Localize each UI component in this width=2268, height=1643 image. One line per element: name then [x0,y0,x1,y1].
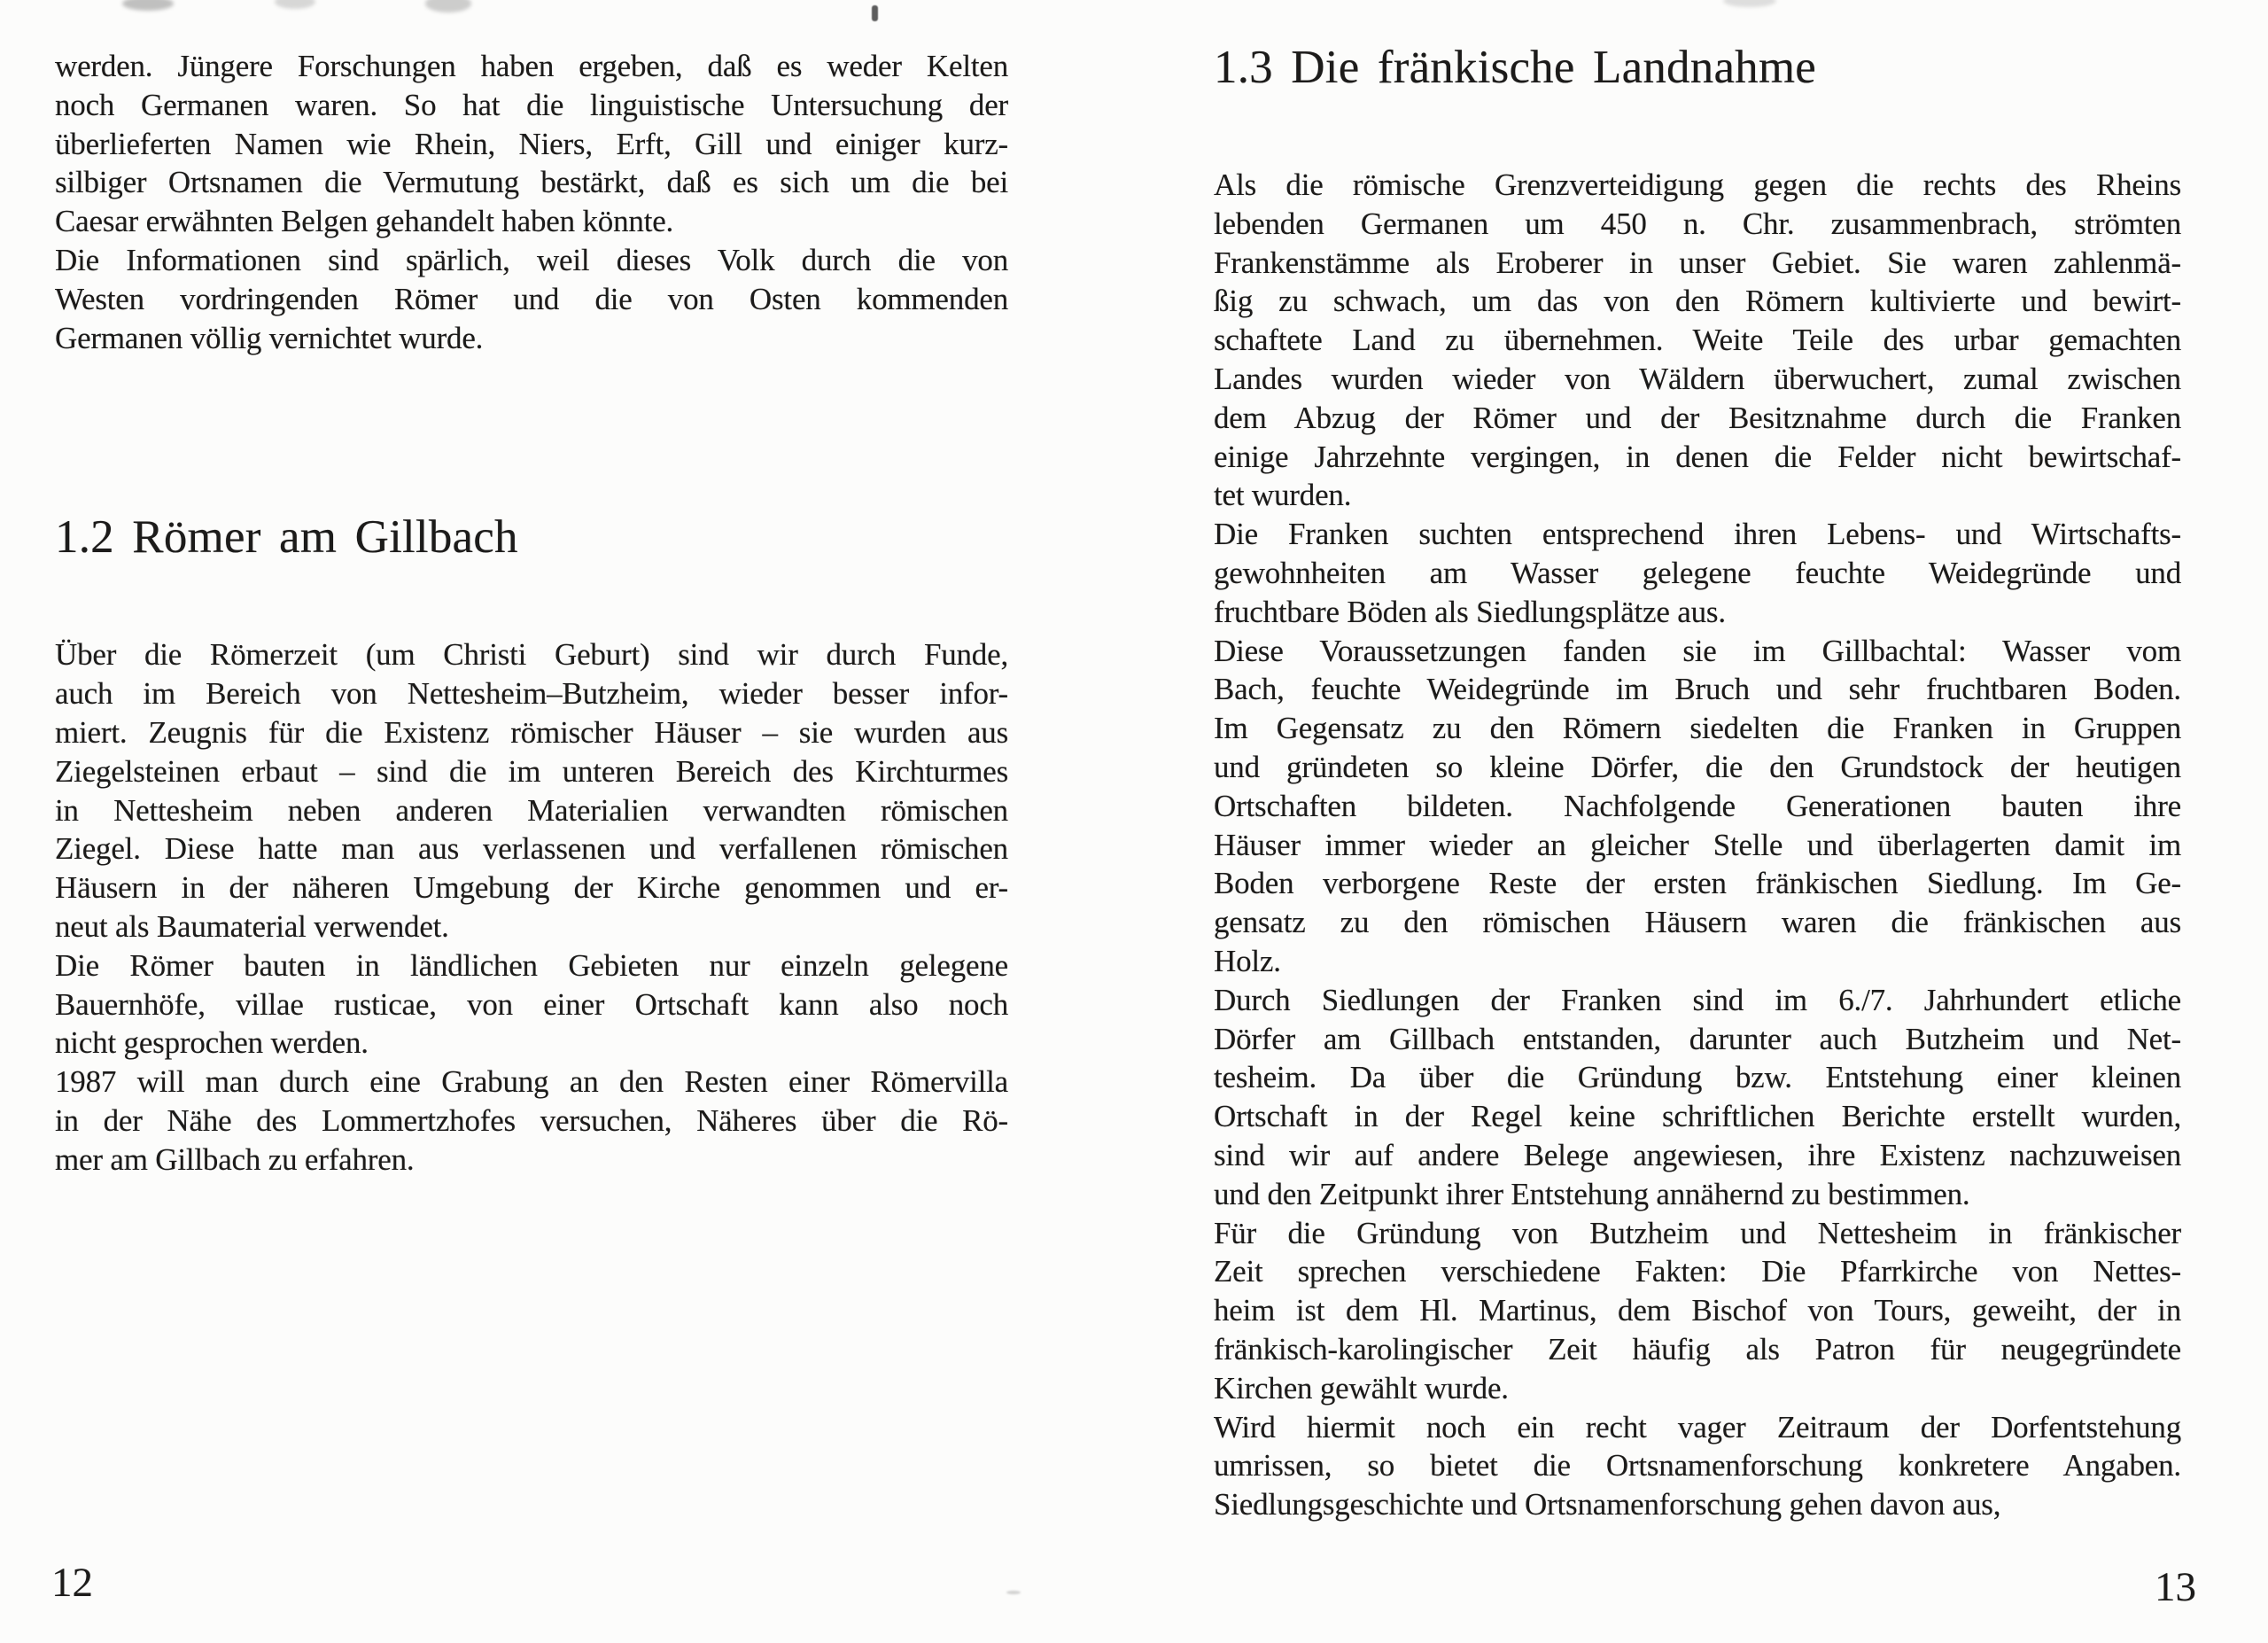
text-line: Westen vordringenden Römer und die von Osten kommenden [55,281,1008,316]
text-line: Kirchen gewählt wurde. [1214,1370,1509,1406]
right-page-text-column [1214,42,2181,1524]
section-heading: 1.2 Römer am Gillbach [55,511,518,564]
text-line: Wird hiermit noch ein recht vager Zeitraum der Dorfentstehung [1214,1409,2181,1444]
paragraph [1214,632,2181,981]
text-line: schaftete Land zu übernehmen. Weite Teile des urbar gemachten [1214,323,2181,358]
text-line: nicht gesprochen werden. [55,1025,369,1061]
text-line: werden. Jüngere Forschungen haben ergeben, daß es weder Kelten [55,49,1008,83]
scan-smudge [1723,0,1776,7]
text-line: überlieferten Namen wie Rhein, Niers, Erft, Gill und einiger kurz- [55,126,1008,161]
text-line: Germanen völlig vernichtet wurde. [55,320,484,355]
left-page-text-column [55,47,1008,1180]
text-line: und den Zeitpunkt ihrer Entstehung annähernd zu bestimmen. [1214,1176,1970,1211]
text-line: miert. Zeugnis für die Existenz römischer Häuser – sie wurden aus [55,714,1008,750]
scan-smudge [122,0,174,11]
text-line: und gründeten so kleine Dörfer, die den Grundstock der heutigen [1214,749,2181,784]
text-line: sind wir auf andere Belege angewiesen, ihre Existenz nachzuweisen [1214,1137,2181,1172]
text-line: Die Franken suchten entsprechend ihren Lebens- und Wirtschafts- [1214,517,2181,552]
text-line: Die Römer bauten in ländlichen Gebieten nur einzeln gelegene [55,947,1008,983]
text-line: Als die römische Grenzverteidigung gegen die rechts des Rheins [1214,167,2181,202]
scan-smudge [425,0,471,12]
text-line: Ziegel. Diese hatte man aus verlassenen und verfallenen römischen [55,831,1008,867]
text-line: Die Informationen sind spärlich, weil dieses Volk durch die von [55,242,1008,277]
paragraph [55,241,1008,357]
text-line: heim ist dem Hl. Martinus, dem Bischof von Tours, geweiht, der in [1214,1293,2181,1328]
paragraph [1214,981,2181,1214]
text-line: silbiger Ortsnamen die Vermutung bestärkt, daß es sich um die bei [55,165,1008,200]
paragraph [55,47,1008,241]
page-number-right: 13 [2155,1564,2196,1610]
text-line: in Nettesheim neben anderen Materialien verwandten römischen [55,792,1008,828]
text-line: 1987 will man durch eine Grabung an den Resten einer Römervilla [55,1064,1008,1100]
text-line: tesheim. Da über die Gründung bzw. Entstehung einer kleinen [1214,1060,2181,1095]
text-line: einige Jahrzehnte vergingen, in denen die Felder nicht bewirtschaf- [1214,439,2181,474]
text-line: Bauernhöfe, villae rusticae, von einer Ortschaft kann also noch [55,986,1008,1022]
text-line: fruchtbare Böden als Siedlungsplätze aus. [1214,594,1726,629]
text-line: Ziegelsteinen erbaut – sind die im unteren Bereich des Kirchturmes [55,753,1008,789]
page-number-left: 12 [51,1560,93,1606]
text-line: gewohnheiten am Wasser gelegene feuchte Weidegründe und [1214,555,2181,590]
text-line: Häuser immer wieder an gleicher Stelle und überlagerten damit im [1214,827,2181,862]
paragraph [1214,166,2181,515]
paragraph [1214,515,2181,631]
section-heading: 1.3 Die fränkische Landnahme [1214,42,1817,93]
text-line: Für die Gründung von Butzheim und Nettesheim in fränkischer [1214,1215,2181,1250]
scan-smudge [275,0,315,9]
text-line: Holz. [1214,943,1281,978]
paragraph [55,946,1008,1063]
text-line: fränkisch-karolingischer Zeit häufig als Patron für neugegründete [1214,1331,2181,1367]
text-line: Frankenstämme als Eroberer in unser Gebiet. Sie waren zahlenmä- [1214,245,2181,280]
text-line: ßig zu schwach, um das von den Römern kultivierte und bewirt- [1214,284,2181,319]
text-line: Landes wurden wieder von Wäldern überwuchert, zumal zwischen [1214,361,2181,396]
text-line: Häusern in der näheren Umgebung der Kirche genommen und er- [55,870,1008,906]
text-line: tet wurden. [1214,478,1352,513]
scan-speck [872,5,878,21]
text-line: noch Germanen waren. So hat die linguistische Untersuchung der [55,87,1008,122]
text-line: neut als Baumaterial verwendet. [55,908,449,944]
paragraph [55,1063,1008,1179]
text-line: in der Nähe des Lommertzhofes versuchen, Näheres über die Rö- [55,1102,1008,1138]
paragraph [55,635,1008,946]
paragraph [1214,1214,2181,1408]
text-line: Im Gegensatz zu den Römern siedelten die Franken in Gruppen [1214,711,2181,746]
paragraph [1214,1408,2181,1524]
text-line: gensatz zu den römischen Häusern waren die fränkischen aus [1214,905,2181,940]
text-line: Caesar erwähnten Belgen gehandelt haben könnte. [55,204,674,239]
text-line: Diese Voraussetzungen fanden sie im Gillbachtal: Wasser vom [1214,633,2181,668]
text-line: Über die Römerzeit (um Christi Geburt) sind wir durch Funde, [55,637,1008,673]
scan-speck [1006,1591,1021,1594]
text-line: Ortschaft in der Regel keine schriftlichen Berichte erstellt wurden, [1214,1099,2181,1134]
text-line: Siedlungsgeschichte und Ortsnamenforschung gehen davon aus, [1214,1487,2001,1522]
text-line: mer am Gillbach zu erfahren. [55,1141,415,1177]
text-line: lebenden Germanen um 450 n. Chr. zusammenbrach, strömten [1214,206,2181,241]
text-line: Durch Siedlungen der Franken sind im 6./7. Jahrhundert etliche [1214,982,2181,1017]
text-line: Dörfer am Gillbach entstanden, darunter auch Butzheim und Net- [1214,1021,2181,1056]
text-line: umrissen, so bietet die Ortsnamenforschung konkretere Angaben. [1214,1448,2181,1483]
text-line: auch im Bereich von Nettesheim–Butzheim, wieder besser infor- [55,676,1008,712]
text-line: Boden verborgene Reste der ersten fränkischen Siedlung. Im Ge- [1214,866,2181,901]
text-line: Bach, feuchte Weidegründe im Bruch und sehr fruchtbaren Boden. [1214,672,2181,707]
text-line: Zeit sprechen verschiedene Fakten: Die Pfarrkirche von Nettes- [1214,1254,2181,1289]
text-line: Ortschaften bildeten. Nachfolgende Generationen bauten ihre [1214,788,2181,823]
text-line: dem Abzug der Römer und der Besitznahme durch die Franken [1214,400,2181,435]
